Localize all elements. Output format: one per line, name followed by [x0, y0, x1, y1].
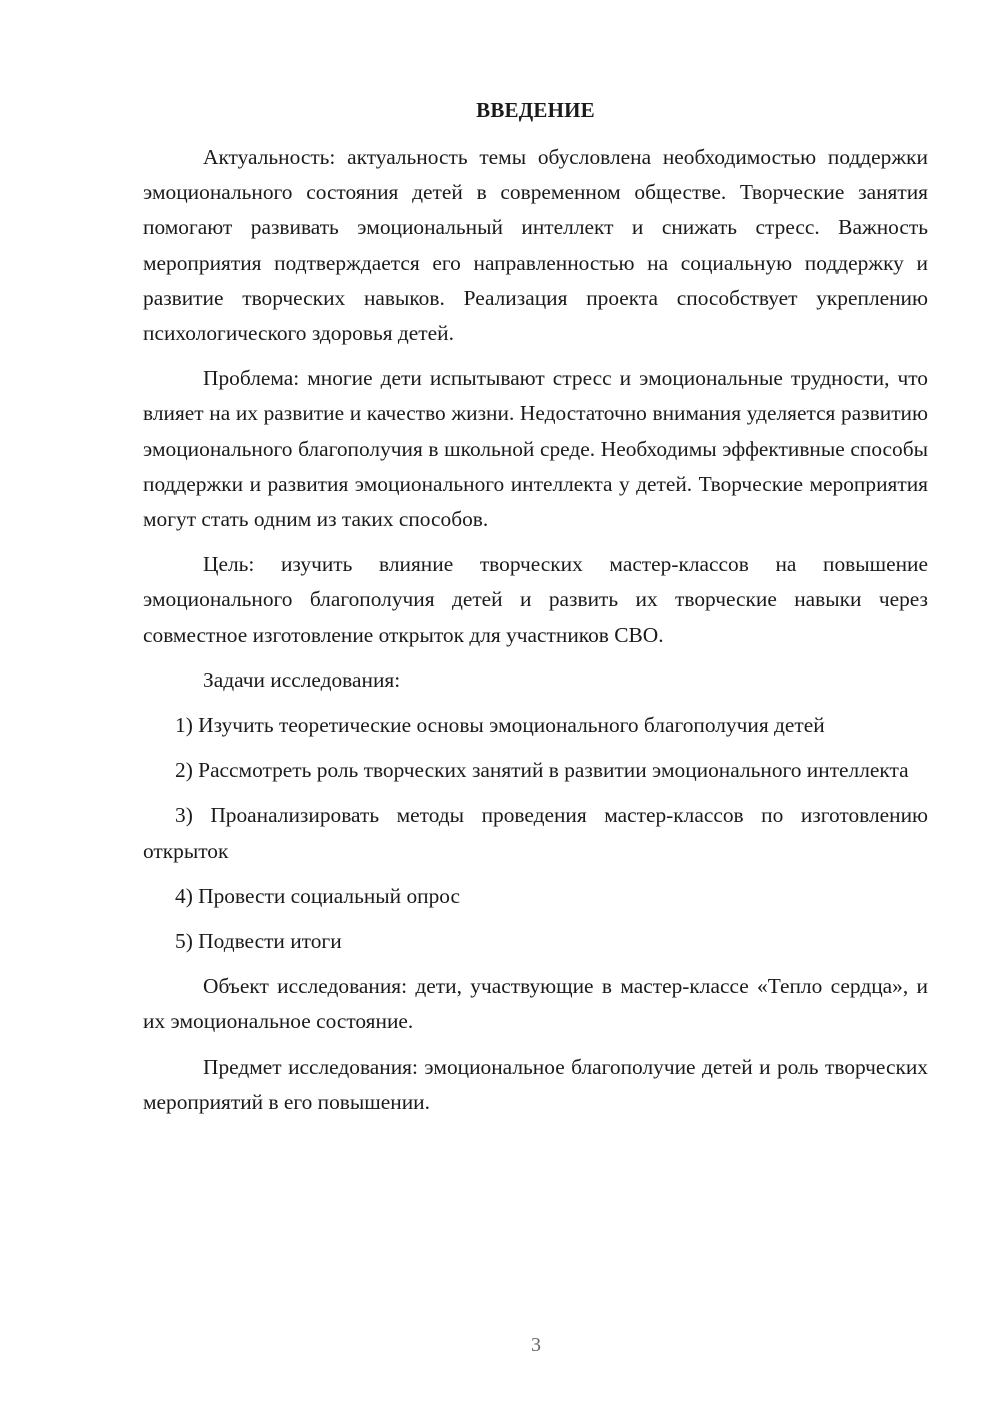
- task-item-4: 4) Провести социальный опрос: [175, 883, 461, 908]
- goal-paragraph: Цель: изучить влияние творческих мастер-классов на повышение эмоционального благополучия детей и развить их творческие навыки через совместное изготовление открыток для участников СВО.: [143, 552, 928, 647]
- subject-paragraph: Предмет исследования: эмоциональное благополучие детей и роль творческих мероприятий в его повышении.: [143, 1054, 928, 1114]
- object-paragraph: Объект исследования: дети, участвующие в мастер-классе «Тепло сердца», и их эмоциональное состояние.: [143, 974, 928, 1034]
- tasks-heading: Задачи исследования:: [203, 667, 401, 692]
- problem-paragraph: Проблема: многие дети испытывают стресс и эмоциональные трудности, что влияет на их развитие и качество жизни. Недостаточно внимания уделяется развитию эмоционального благополучия в школьной среде. Необходимы эффективные способы поддержки и развития эмоционального интеллекта у детей. Творческие мероприятия могут стать одним из таких способов.: [143, 366, 928, 532]
- task-item-2: 2) Рассмотреть роль творческих занятий в развитии эмоционального интеллекта: [175, 758, 909, 783]
- section-title: ВВЕДЕНИЕ: [476, 98, 595, 122]
- page-number: 3: [531, 1334, 541, 1356]
- document-page: [143, 94, 928, 1130]
- task-item-3: 3) Проанализировать методы проведения мастер-классов по изготовлению открыток: [143, 803, 928, 863]
- task-item-5: 5) Подвести итоги: [175, 929, 342, 954]
- tasks-list: [143, 708, 928, 959]
- relevance-paragraph: Актуальность: актуальность темы обусловлена необходимостью поддержки эмоционального состояния детей в современном обществе. Творческие занятия помогают развивать эмоциональный интеллект и снижать стресс. Важность мероприятия подтверждается его направленностью на социальную поддержку и развитие творческих навыков. Реализация проекта способствует укреплению психологического здоровья детей.: [143, 145, 928, 346]
- task-item-1: 1) Изучить теоретические основы эмоционального благополучия детей: [175, 713, 825, 738]
